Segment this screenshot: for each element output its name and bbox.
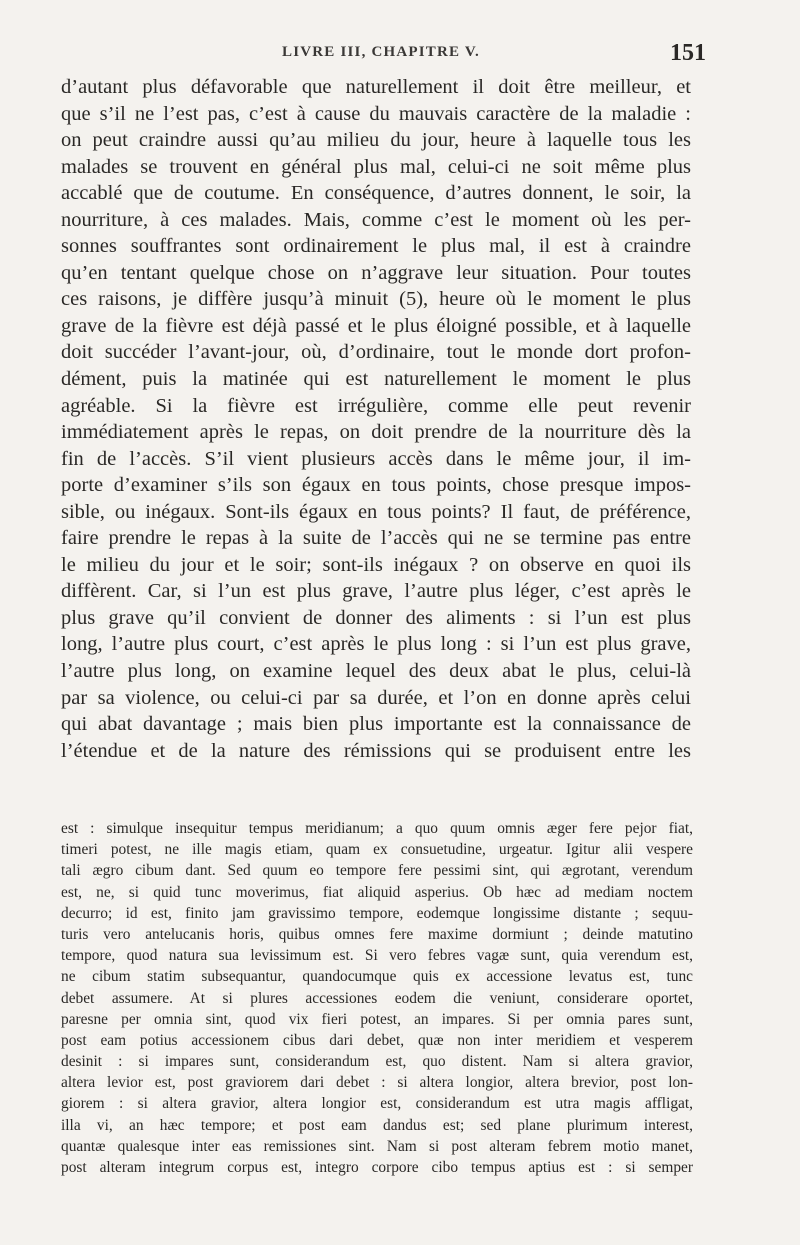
text-line: long, l’autre plus court, c’est après le plus long : si l’un est plus grave, [61,633,691,656]
text-line: plus grave qu’il convient de donner des aliments : si l’un est plus [61,606,691,629]
page-number: 151 [670,40,706,66]
text-line: l’autre plus long, on examine lequel des deux abat le plus, celui-là [61,660,691,683]
text-line: agréable. Si la fièvre est irrégulière, comme elle peut revenir [61,394,691,417]
text-line: le milieu du jour et le soir; sont-ils inégaux ? on observe en quoi ils [61,553,691,576]
text-line: par sa violence, ou celui-ci par sa durée, et l’on en donne après celui [61,686,691,709]
footnote-line: post alteram integrum corpus est, integro corpore cibo tempus aptius est : si semper [61,1159,693,1176]
footnote-line: post eam potius accessionem cibus dari debet, quæ non inter meridiem et vesperem [61,1031,693,1049]
footnote-line: paresne per omnia sint, quod vix fieri potest, an impares. Si per omnia pares sunt, [61,1010,693,1028]
text-line: dément, puis la matinée qui est naturellement le moment le plus [61,368,691,391]
text-line: on peut craindre aussi qu’au milieu du jour, heure à laquelle tous les [61,129,691,152]
text-line: porte d’examiner s’ils son égaux en tous points, chose presque impos- [61,474,691,497]
footnote-line: illa vi, an hæc tempore; et post eam dandus est; sed plane plurimum interest, [61,1116,693,1134]
footnote-line: tali ægro cibum dant. Sed quum eo tempore fere pessimi sint, qui ægrotant, verendum [61,862,693,880]
footnote-line: est, ne, si quid tunc moverimus, fiat aliquid asperius. Ob hæc ad mediam noctem [61,883,693,901]
text-line: sonnes souffrantes sont ordinairement le plus mal, il est à craindre [61,235,691,258]
footnote-line: giorem : si altera gravior, altera longior est, considerandum est utra magis affligat, [61,1095,693,1113]
footnote-line: tempore, quod natura sua levissimum est. Si vero febres vagæ sunt, quia verendum est, [61,947,693,965]
text-line: qu’en tentant quelque chose on n’aggrave leur situation. Pour toutes [61,261,691,284]
text-line: fin de l’accès. S’il vient plusieurs accès dans le même jour, il im- [61,447,691,470]
footnote-line: decurro; id est, finito jam gravissimo tempore, eodemque longissime distante ; sequu- [61,904,693,922]
footnote-line: desinit : si impares sunt, considerandum est, quo distent. Nam si altera gravior, [61,1053,693,1071]
text-line: nourriture, à ces malades. Mais, comme c’est le moment où les per- [61,208,691,231]
text-line: d’autant plus défavorable que naturellement il doit être meilleur, et [61,76,691,98]
footnote-line: timeri potest, ne ille magis etiam, quam ex consuetudine, urgeatur. Igitur alii vespere [61,841,693,859]
text-line: que s’il ne l’est pas, c’est à cause du mauvais caractère de la maladie : [61,102,691,125]
footnote-line: turis vero antelucanis horis, quibus omnes fere maxime dormiunt ; deinde matutino [61,925,693,943]
main-text-block [61,74,691,764]
footnote-line: quantæ qualesque inter eas remissiones sint. Nam si post alteram febrem motio manet, [61,1137,693,1155]
text-line: malades se trouvent en général plus mal, celui-ci ne soit même plus [61,155,691,178]
footnote-block [61,818,693,1178]
text-line: immédiatement après le repas, on doit prendre de la nourriture dès la [61,421,691,444]
running-head [60,40,706,68]
text-line: ces raisons, je diffère jusqu’à minuit (5), heure où le moment le plus [61,288,691,311]
text-line: sible, ou inégaux. Sont-ils égaux en tous points? Il faut, de préférence, [61,500,691,523]
text-line: faire prendre le repas à la suite de l’accès qui ne se termine pas entre [61,527,691,550]
footnote-line: debet assumere. At si plures accessiones eodem die veniunt, considerare oportet, [61,989,693,1007]
text-line: doit succéder l’avant-jour, où, d’ordinaire, tout le monde dort profon- [61,341,691,364]
text-line: qui abat davantage ; mais bien plus importante est la connaissance de [61,713,691,736]
text-line: grave de la fièvre est déjà passé et le plus éloigné possible, et à laquelle [61,314,691,337]
footnote-line: est : simulque insequitur tempus meridianum; a quo quum omnis æger fere pejor fiat, [61,820,693,837]
footnote-line: ne cibum statim subsequantur, quandocumque quis ex accessione levatus est, tunc [61,968,693,986]
text-line: l’étendue et de la nature des rémissions qui se produisent entre les [61,739,691,762]
footnote-line: altera levior est, post graviorem dari debet : si altera longior, altera brevior, post lon- [61,1074,693,1092]
text-line: accablé que de coutume. En conséquence, d’autres donnent, le soir, la [61,182,691,205]
running-title: LIVRE III, CHAPITRE V. [282,44,480,60]
text-line: diffèrent. Car, si l’un est plus grave, l’autre plus léger, c’est après le [61,580,691,603]
